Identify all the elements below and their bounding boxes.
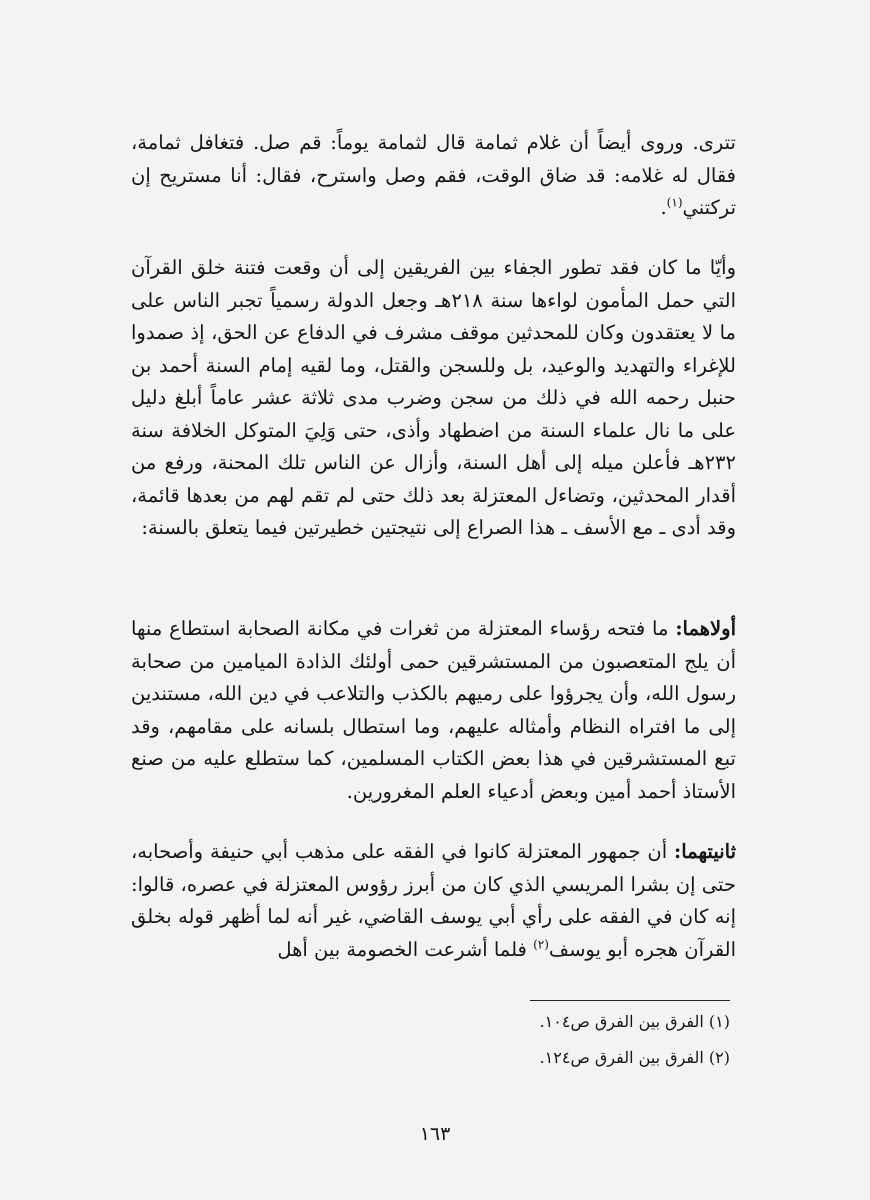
- footnote-1: (١) الفرق بين الفرق ص١٠٤.: [539, 1012, 730, 1031]
- paragraph-1-text: [131, 127, 736, 225]
- paragraph-1: [131, 127, 736, 225]
- paragraph-4-text: [131, 836, 736, 966]
- paragraph-4-body: أن جمهور المعتزلة كانوا في الفقه على مذهب أبي حنيفة وأصحابه، حتى إن بشرا المريسي الذي كان من أبرز رؤوس المعتزلة في عصره، قالوا: إنه كان في الفقه على رأي أبي يوسف القاضي، غير أنه لما أظهر قوله بخلق القرآن هجره أبو يوسف: [131, 840, 736, 961]
- footnote-ref-2[interactable]: (٢): [533, 937, 549, 951]
- paragraph-3-text: [131, 613, 736, 808]
- footnote-ref-1[interactable]: (١): [666, 195, 683, 210]
- paragraph-2: [131, 252, 736, 545]
- paragraph-1-end: .: [660, 196, 667, 219]
- footnote-2: (٢) الفرق بين الفرق ص١٢٤.: [539, 1048, 730, 1067]
- paragraph-1-body: تترى. وروى أيضاً أن غلام ثمامة قال لثمامة يوماً: قم صل. فتغافل ثمامة، فقال له غلامه: قد ضاق الوقت، فقم وصل واسترح، فقال: أنا مستريح إن تركتني: [131, 131, 736, 219]
- footnote-divider: [530, 1000, 730, 1001]
- paragraph-4-lead: ثانيتهما:: [674, 840, 736, 863]
- paragraph-4-end: فلما أشرعت الخصومة بين أهل: [277, 937, 534, 961]
- paragraph-3: [131, 613, 736, 808]
- paragraph-3-lead: أولاهما:: [675, 617, 736, 640]
- page-number: ١٦٣: [419, 1123, 451, 1145]
- paragraph-2-text: وأيّا ما كان فقد تطور الجفاء بين الفريقين إلى أن وقعت فتنة خلق القرآن التي حمل المأمون لواءها سنة ٢١٨هـ وجعل الدولة رسمياً تجبر الناس على ما لا يعتقدون وكان للمحدثين موقف مشرف في الدفاع عن الحق، إذ صمدوا للإغراء والتهديد والوعيد، بل وللسجن والقتل، وما لقيه إمام السنة أحمد بن حنبل رحمه الله في ذلك من سجن وضرب مدى ثلاثة عشر عاماً أبلغ دليل على ما نال علماء السنة من اضطهاد وأذى، حتى وَلِيَ المتوكل الخلافة سنة ٢٣٢هـ فأعلن ميله إلى أهل السنة، وأزال عن الناس تلك المحنة، ورفع من أقدار المحدثين، وتضاءل المعتزلة بعد ذلك حتى لم تقم لهم من بعدها قائمة، وقد أدى ـ مع الأسف ـ هذا الصراع إلى نتيجتين خطيرتين فيما يتعلق بالسنة:: [131, 256, 736, 539]
- paragraph-4: [131, 836, 736, 966]
- paragraph-3-body: ما فتحه رؤساء المعتزلة من ثغرات في مكانة الصحابة استطاع منها أن يلج المتعصبون من المستشرقين حمى أولئك الذادة الميامين من صحابة رسول الله، وأن يجرؤوا على رميهم بالكذب والتلاعب في دين الله، مستندين إلى ما افتراه النظام وأمثاله عليهم، وما استطال بلسانه على مقامهم، وقد تبع المستشرقين في هذا بعض الكتاب المسلمين، كما ستطلع عليه من صنع الأستاذ أحمد أمين وبعض أدعياء العلم المغرورين.: [131, 617, 736, 803]
